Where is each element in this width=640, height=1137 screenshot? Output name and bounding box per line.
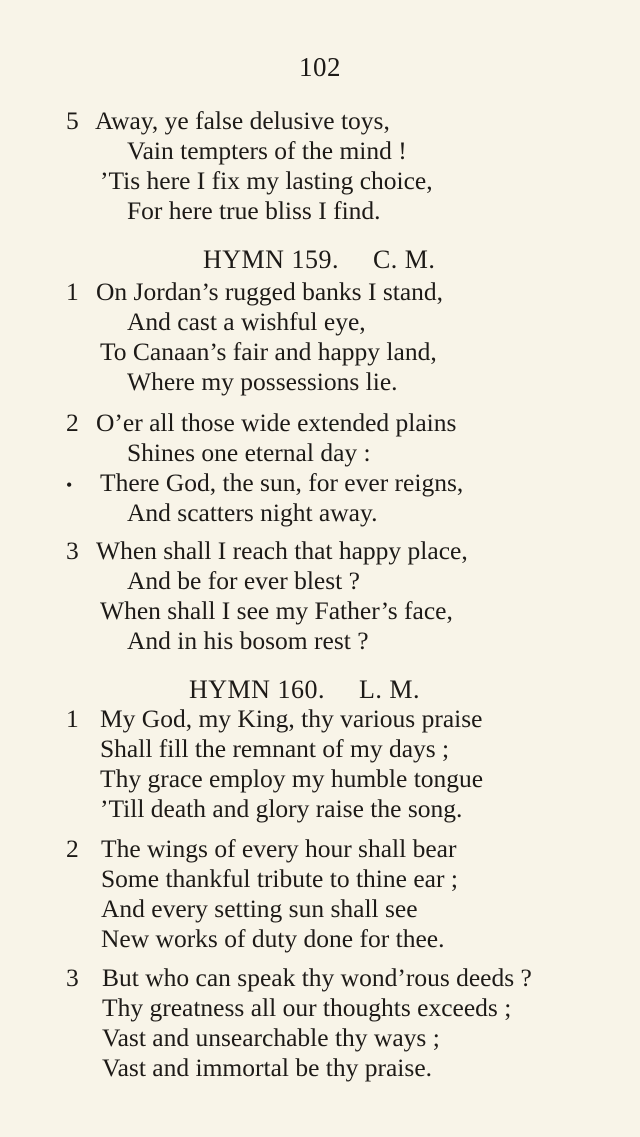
- verse-line: Thy grace employ my humble tongue: [100, 764, 484, 793]
- stanza-number: 3: [66, 963, 79, 992]
- stanza-number: 2: [66, 408, 79, 437]
- hymn-meter: C. M.: [372, 245, 436, 274]
- verse-line: ’Tis here I fix my lasting choice,: [100, 166, 433, 195]
- stanza-number: 5: [66, 106, 79, 135]
- stanza-number: 1: [66, 704, 79, 733]
- verse-line: Where my possessions lie.: [127, 367, 398, 396]
- verse-line: Shines one eternal day :: [127, 438, 371, 467]
- verse-line: Vast and immortal be thy praise.: [102, 1053, 433, 1082]
- verse-line: Shall fill the remnant of my days ;: [100, 734, 450, 763]
- hymn-heading: [203, 245, 435, 275]
- verse-line: And in his bosom rest ?: [127, 626, 369, 655]
- verse-line: O’er all those wide extended plains: [96, 408, 457, 437]
- verse-line: For here true bliss I find.: [127, 196, 381, 225]
- hymn-heading: [189, 675, 420, 705]
- verse-line: And be for ever blest ?: [127, 566, 360, 595]
- hymn-title: HYMN 159.: [203, 245, 339, 274]
- stanza-number: 3: [66, 536, 79, 565]
- verse-line: New works of duty done for thee.: [101, 924, 445, 953]
- stanza-number: 1: [66, 277, 79, 306]
- verse-line: Vast and unsearchable thy ways ;: [102, 1023, 440, 1052]
- verse-line: ’Till death and glory raise the song.: [100, 794, 463, 823]
- verse-line: But who can speak thy wond’rous deeds ?: [102, 963, 532, 992]
- verse-line: And scatters night away.: [127, 498, 378, 527]
- verse-line: Some thankful tribute to thine ear ;: [101, 864, 458, 893]
- verse-line: When shall I reach that happy place,: [96, 536, 468, 565]
- verse-line: On Jordan’s rugged banks I stand,: [96, 277, 444, 306]
- verse-line: And every setting sun shall see: [101, 894, 418, 923]
- hymn-meter: L. M.: [358, 675, 420, 704]
- verse-line: My God, my King, thy various praise: [100, 704, 483, 733]
- page-number: 102: [299, 52, 341, 82]
- verse-line: Vain tempters of the mind !: [127, 136, 407, 165]
- verse-line: And cast a wishful eye,: [127, 307, 366, 336]
- hymn-title: HYMN 160.: [189, 675, 325, 704]
- verse-line: Thy greatness all our thoughts exceeds ;: [102, 993, 512, 1022]
- verse-line: The wings of every hour shall bear: [101, 834, 457, 863]
- stanza-number: 2: [66, 834, 79, 863]
- verse-line: There God, the sun, for ever reigns,: [100, 468, 464, 497]
- verse-line: When shall I see my Father’s face,: [100, 596, 453, 625]
- verse-line: To Canaan’s fair and happy land,: [100, 337, 437, 366]
- verse-line: Away, ye false delusive toys,: [95, 106, 390, 135]
- margin-mark: •: [66, 475, 73, 495]
